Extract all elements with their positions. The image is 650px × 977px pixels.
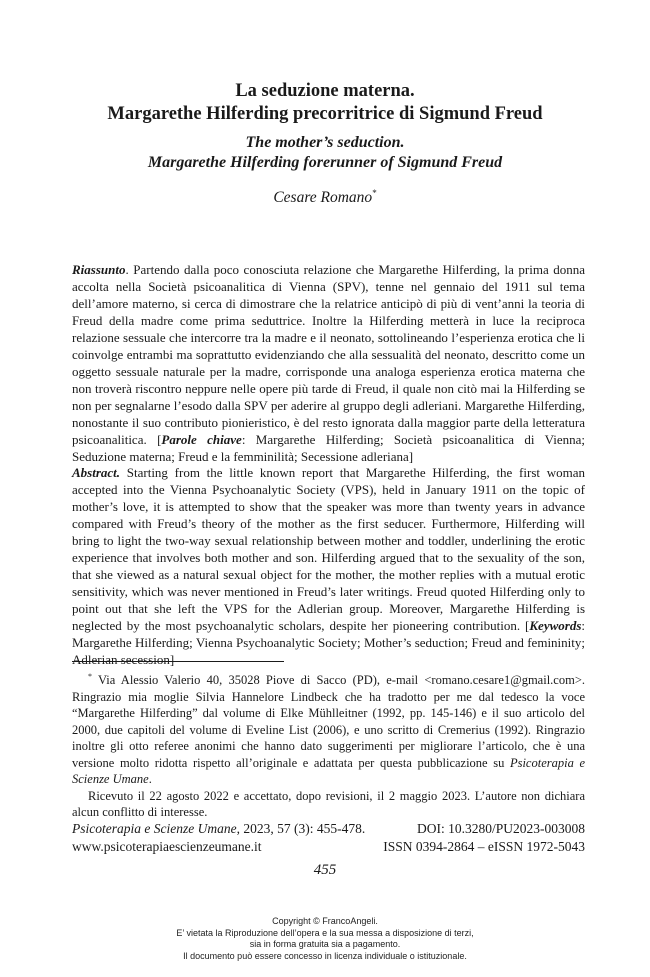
journal-citation-rest: , 2023, 57 (3): 455-478. [236,821,366,836]
copyright-line-4: Il documento può essere concesso in licenza individuale o istituzionale. [183,950,467,961]
title-line-2: Margarethe Hilferding precorritrice di Sigmund Freud [107,104,543,124]
page-number: 455 [313,862,337,878]
riassunto-paragraph [72,261,585,465]
subtitle-line-2: Margarethe Hilferding forerunner of Sigmund Freud [147,154,503,171]
riassunto-keywords-label: Parole chiave [161,432,242,447]
footnote-text-1-end: . [148,772,152,787]
journal-info [72,820,585,856]
title-line-1: La seduzione materna. [235,81,415,101]
abstract-paragraph [72,464,585,668]
abstract-keywords-text: : Margarethe Hilferding; Vienna Psychoanalytic Society; Mother’s seduction; Freud and femininity; Adlerian secession] [72,618,585,667]
copyright-line-3: sia in forma gratuita sia a pagamento. [249,939,401,949]
abstract-keywords-label: Keywords [529,618,582,633]
journal-doi: DOI: 10.3280/PU2023-003008 [417,821,585,836]
subtitle-line-1: The mother’s seduction. [245,134,405,151]
journal-row-2 [72,838,585,856]
footnote-paragraph-2: Ricevuto il 22 agosto 2022 e accettato, dopo revisioni, il 2 maggio 2023. L’autore non dichiara alcun conflitto di interesse. [72,788,585,820]
footnote-text-1: Via Alessio Valerio 40, 35028 Piove di Sacco (PD), e-mail <romano.cesare1@gmail.com>. Ringrazio mia moglie Silvia Hannelore Lindbeck che ha tradotto per me dal tedesco la voce “Margarethe Hilferding” dal volume di Elke Mühlleitner (1992, pp. 145-146) e il suo articolo del 2000, due capitoli del volume di Eveline List (2006), e uno scritto di Cremerius (1992). Ringrazio inoltre gli otto referee anonimi che hanno dato suggerimenti per migliorare l’articolo, che è una versione molto ridotta rispetto all’originale e adattata per questa pubblicazione su [72,673,585,770]
journal-website: www.psicoterapiaescienzeumane.it [72,839,262,854]
copyright-line-2: E’ vietata la Riproduzione dell’opera e la sua messa a disposizione di terzi, [176,927,474,938]
journal-row-1 [72,820,585,838]
author-name: Cesare Romano [273,189,373,207]
journal-citation [72,820,365,838]
footnote-mark: * [88,672,92,681]
article-title [60,80,590,126]
article-subtitle-english [60,133,590,173]
riassunto-label: Riassunto [72,262,126,277]
footnote [72,669,585,821]
journal-citation-title: Psicoterapia e Scienze Umane [72,821,237,836]
author-line [60,188,590,207]
footnote-paragraph-1 [72,669,585,788]
riassunto-keywords-text: : Margarethe Hilferding; Società psicoanalitica di Vienna; Seduzione materna; Freud e la femminilità; Secessione adleriana] [72,432,585,464]
riassunto-text: . Partendo dalla poco conosciuta relazione che Margarethe Hilferding, la prima donna accolta nella Società psicoanalitica di Vienna (SPV), tenne nel gennaio del 1911 sul tema dell’amore materno, si cerca di dimostrare che la relatrice anticipò di più di vent’anni la teoria di Freud della madre come prima seduttrice. Inoltre la Hilferding metterà in luce la reciproca relazione sessuale che intercorre tra la madre e il neonato, sottolineando l’esperienza erotica che li coinvolge entrambi ma soprattutto evidenziando che alla sessualità del neonato, descritto come un oggetto sessuale naturale per la madre, corrisponde una analoga esperienza erotica materna che non troverà riscontro neppure nelle opere più tarde di Freud, il quale non citò mai la Hilferding se non per segnalarne l’esodo dalla SPV per aderire al gruppo degli adleriani. Margarethe Hilferding, nonostante il suo contributo pionieristico, è del resto ignorata dalla maggior parte della letteratura psicoanalitica. [ [72,262,585,447]
abstract-text: Starting from the little known report that Margarethe Hilferding, the first woman accepted into the Vienna Psychoanalytic Society (VPS), held in January 1911 on the topic of mother’s love, it is attempted to show that the speaker was more than twenty years in advance compared with Freud’s theory of the mother as the first seducer. Furthermore, Hilferding will bring to light the two-way sexual relationship between mother and toddler, underlining the erotic experience that involves both mother and son. Hilferding argued that to the sexuality of the son, that she viewed as a natural sexual object for the mother, the mother replies with a mutual erotic sensitivity, which was never mentioned in Freud’s later writings. Freud quoted Hilferding only to point out that she left the VPS for the Adlerian group. Moreover, Margarethe Hilferding is neglected by the most psychoanalytic scholars, despite her pioneering contribution. [ [72,465,585,633]
journal-issn: ISSN 0394-2864 – eISSN 1972-5043 [383,839,585,854]
copyright-line-1: Copyright © FrancoAngeli. [272,916,378,926]
footnote-journal-name: Psicoterapia e Scienze Umane [72,755,585,787]
abstract-label: Abstract. [72,465,121,480]
author-footnote-mark: * [372,188,377,198]
copyright-notice [0,916,650,962]
footnote-separator [72,661,284,662]
